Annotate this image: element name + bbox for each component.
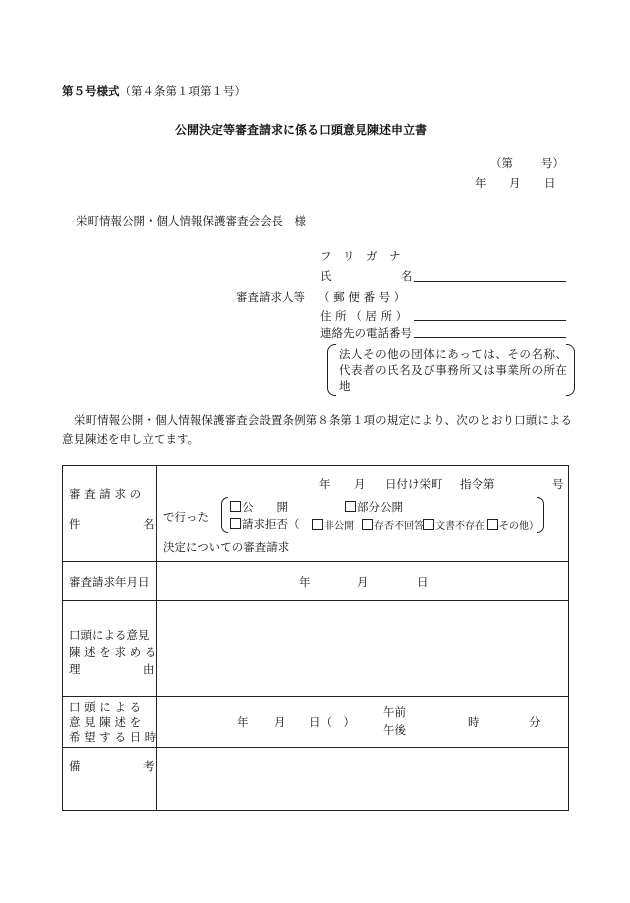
option-bubun-kokai[interactable]: 部分公開 — [345, 499, 403, 515]
hearing-gogo: 午後 — [383, 723, 406, 737]
sub-option-hikokai[interactable]: 非公開 — [312, 517, 354, 532]
hearing-hi: 日（ ） — [309, 715, 355, 729]
table-row-hearing-date — [63, 697, 569, 748]
date-tsuki: 月 — [509, 176, 521, 190]
checkbox-icon[interactable] — [312, 519, 323, 530]
reason-label-cell — [63, 601, 157, 697]
table-row-request-date — [63, 562, 569, 601]
hearing-label-2: 意 見 陳 述 を — [69, 715, 142, 729]
postal-label: （ 郵 便 番 号 ） — [318, 290, 406, 304]
checkbox-icon[interactable] — [230, 518, 241, 529]
shirei-go: 号 — [552, 477, 564, 491]
body-text: 栄町情報公開・個人情報保護審査会設置条例第８条第１項の規定により、次のとおり口頭による意見陳述を申し立てます。 — [62, 413, 572, 446]
options-bracket-left — [221, 497, 228, 533]
decision-text: 決定についての審査請求 — [163, 540, 290, 554]
hearing-fun: 分 — [529, 715, 541, 729]
hearing-gozen: 午前 — [383, 705, 406, 719]
date-hi: 日 — [544, 176, 556, 190]
request-table — [62, 465, 569, 811]
requester-group-label: 審査請求人等 — [236, 290, 305, 304]
hearing-date-value-cell[interactable] — [157, 697, 569, 748]
note-bracket-right — [566, 344, 575, 396]
deitta-label: で行った — [163, 510, 209, 524]
sub-option-sonota[interactable]: その他） — [487, 517, 539, 532]
remarks-label-a: 備 — [69, 759, 81, 773]
sub-option-sonpi[interactable]: 存否不回答 — [362, 517, 424, 532]
hearing-label-1: 口 頭 に よ る — [69, 700, 142, 714]
case-name-label-2a: 件 — [69, 517, 81, 531]
sub-option-fusonzai[interactable]: 文書不存在 — [423, 517, 485, 532]
address-field[interactable] — [414, 320, 566, 321]
reason-value-cell[interactable] — [157, 601, 569, 697]
case-date-nen: 年 — [319, 477, 331, 491]
request-date-label-cell — [63, 562, 157, 601]
case-name-value-cell[interactable] — [157, 466, 569, 562]
reason-label-2: 陳 述 を 求 め る — [69, 645, 157, 659]
table-row-reason — [63, 601, 569, 697]
hearing-tsuki: 月 — [274, 715, 286, 729]
form-number: 第５号様式（第４条第１項第１号） — [62, 84, 246, 98]
checkbox-icon[interactable] — [345, 501, 356, 512]
request-date-tsuki: 月 — [357, 575, 369, 589]
hearing-label-3: 希 望 す る 日 時 — [69, 730, 157, 744]
checkbox-icon[interactable] — [423, 519, 434, 530]
addressee: 栄町情報公開・個人情報保護審査会会長 様 — [76, 214, 306, 228]
page-title: 公開決定等審査請求に係る口頭意見陳述申立書 — [175, 123, 428, 137]
name-label-2: 名 — [401, 269, 413, 283]
request-date-nen: 年 — [299, 575, 311, 589]
address-label: 住 所 （ 居 所 ） — [320, 309, 408, 323]
checkbox-icon[interactable] — [362, 519, 373, 530]
case-date-tsuki: 月 — [354, 477, 366, 491]
phone-label: 連絡先の電話番号 — [320, 326, 412, 340]
reason-label-1: 口頭による意見 — [69, 628, 150, 642]
name-label-1: 氏 — [320, 269, 332, 283]
corp-note: 法人その他の団体にあっては、その名称、代表者の氏名及び事務所又は事業所の所在地 — [339, 347, 567, 393]
remarks-label-cell — [63, 748, 157, 811]
option-kyohi[interactable]: 請求拒否（ — [230, 516, 300, 532]
name-field[interactable] — [414, 281, 566, 282]
checkbox-icon[interactable] — [230, 501, 241, 512]
table-row-remarks — [63, 748, 569, 811]
request-date-value-cell[interactable] — [157, 562, 569, 601]
phone-field[interactable] — [414, 337, 566, 338]
doc-number-dai: （第 — [490, 156, 513, 170]
hearing-nen: 年 — [237, 715, 249, 729]
doc-number-go: 号） — [541, 156, 564, 170]
form-basis: （第４条第１項第１号） — [119, 84, 246, 98]
date-nen: 年 — [475, 176, 487, 190]
shirei-label: 指令第 — [460, 477, 495, 491]
request-date-hi: 日 — [417, 575, 429, 589]
case-date-suffix: 日付け栄町 — [385, 477, 443, 491]
table-row-case-name — [63, 466, 569, 562]
hearing-date-label-cell — [63, 697, 157, 748]
request-date-label: 審査請求年月日 — [69, 575, 150, 589]
hearing-ji: 時 — [468, 715, 480, 729]
case-name-label-2b: 名 — [143, 517, 155, 531]
option-kokai[interactable]: 公 開 — [230, 499, 288, 515]
remarks-value-cell[interactable] — [157, 748, 569, 811]
case-name-label-1: 審 査 請 求 の — [69, 487, 142, 501]
reason-label-3a: 理 — [69, 662, 81, 676]
checkbox-icon[interactable] — [487, 519, 498, 530]
furigana-label: フ リ ガ ナ — [320, 249, 401, 263]
remarks-label-b: 考 — [143, 759, 155, 773]
case-name-label-cell — [63, 466, 157, 562]
note-bracket-left — [327, 344, 336, 396]
reason-label-3b: 由 — [143, 662, 155, 676]
